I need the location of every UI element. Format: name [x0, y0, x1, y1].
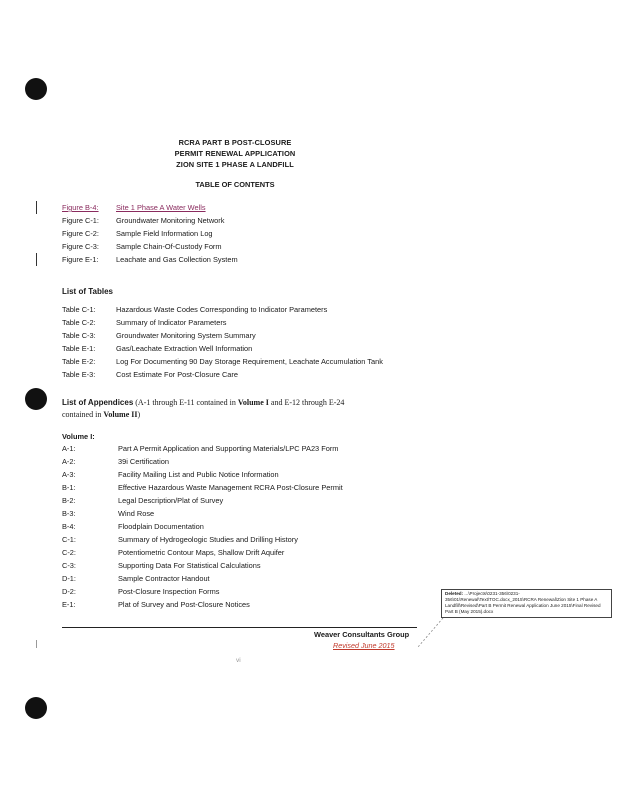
list-item: [62, 598, 343, 611]
list-item: [62, 214, 238, 227]
appendix-list: [62, 442, 343, 611]
appendix-desc: Legal Description/Plat of Survey: [118, 496, 224, 505]
list-item: [62, 559, 343, 572]
list-item: [62, 494, 343, 507]
revision-mark: [36, 640, 37, 648]
appendix-code: D-2:: [62, 587, 76, 596]
deleted-comment-box[interactable]: [441, 589, 612, 618]
table-code: Table E-3:: [62, 370, 96, 379]
list-item: [62, 342, 383, 355]
list-item: [62, 227, 238, 240]
list-item: [62, 240, 238, 253]
appendices-heading-vol1: Volume I: [237, 398, 269, 407]
appendix-code: C-1:: [62, 535, 76, 544]
appendices-heading-part1: (A-1 through E-11 contained in: [133, 398, 238, 407]
appendix-desc: Facility Mailing List and Public Notice Information: [118, 470, 279, 479]
list-item: [62, 533, 343, 546]
page-number: vi: [236, 657, 241, 664]
list-item: [62, 572, 343, 585]
appendix-desc: Plat of Survey and Post-Closure Notices: [118, 600, 250, 609]
document-header: [0, 137, 470, 170]
list-item: [62, 468, 343, 481]
punch-hole: [25, 388, 47, 410]
table-list: [62, 303, 383, 381]
punch-hole: [25, 697, 47, 719]
header-line-3: ZION SITE 1 PHASE A LANDFILL: [176, 160, 294, 169]
appendices-heading-part2: and E-12 through E-24: [268, 398, 345, 407]
toc-title: TABLE OF CONTENTS: [195, 180, 275, 189]
header-line-1: RCRA PART B POST-CLOSURE: [178, 138, 292, 147]
figure-desc: Groundwater Monitoring Network: [116, 216, 225, 225]
appendix-desc: Supporting Data For Statistical Calculations: [118, 561, 261, 570]
appendix-desc: Part A Permit Application and Supporting Materials/LPC PA23 Form: [118, 444, 339, 453]
list-item: [62, 329, 383, 342]
appendix-code: E-1:: [62, 600, 76, 609]
appendix-desc: Effective Hazardous Waste Management RCRA Post-Closure Permit: [118, 483, 343, 492]
revision-bar: [36, 253, 37, 266]
comment-leader-line: [415, 617, 445, 649]
list-item: [62, 481, 343, 494]
appendix-desc: Post-Closure Inspection Forms: [118, 587, 220, 596]
table-code: Table E-1:: [62, 344, 96, 353]
list-item: [62, 585, 343, 598]
appendix-code: B-1:: [62, 483, 76, 492]
table-desc: Gas/Leachate Extraction Well Information: [116, 344, 253, 353]
list-item: [62, 316, 383, 329]
table-code: Table E-2:: [62, 357, 96, 366]
appendix-code: D-1:: [62, 574, 76, 583]
figure-code: Figure E-1:: [62, 255, 99, 264]
figure-desc[interactable]: Site 1 Phase A Water Wells: [116, 203, 206, 212]
list-item: [62, 368, 383, 381]
appendices-heading: [62, 397, 562, 421]
footer-rule: [62, 627, 417, 628]
appendix-code: B-3:: [62, 509, 76, 518]
table-desc: Groundwater Monitoring System Summary: [116, 331, 256, 340]
punch-hole: [25, 78, 47, 100]
figure-code: Figure C-2:: [62, 229, 99, 238]
list-item: [62, 303, 383, 316]
table-code: Table C-3:: [62, 331, 96, 340]
revision-bar: [36, 201, 37, 214]
table-code: Table C-2:: [62, 318, 96, 327]
list-item: [62, 253, 238, 266]
appendix-code: A-1:: [62, 444, 76, 453]
appendix-desc: Floodplain Documentation: [118, 522, 204, 531]
appendices-heading-part3: contained in: [62, 410, 104, 419]
deleted-label: Deleted:: [445, 591, 464, 596]
appendix-code: A-2:: [62, 457, 76, 466]
volume-label: Volume I:: [62, 432, 95, 441]
appendix-code: C-2:: [62, 548, 76, 557]
figure-desc: Sample Field Information Log: [116, 229, 213, 238]
appendix-desc: Summary of Hydrogeologic Studies and Drilling History: [118, 535, 298, 544]
figure-code[interactable]: Figure B-4:: [62, 203, 99, 212]
header-line-2: PERMIT RENEWAL APPLICATION: [174, 149, 296, 158]
table-desc: Summary of Indicator Parameters: [116, 318, 227, 327]
appendices-heading-part4: ): [137, 410, 141, 419]
appendix-desc: 39i Certification: [118, 457, 169, 466]
appendix-desc: Sample Contractor Handout: [118, 574, 210, 583]
footer-company: Weaver Consultants Group: [314, 630, 410, 639]
list-item: [62, 546, 343, 559]
appendix-code: B-2:: [62, 496, 76, 505]
figure-code: Figure C-1:: [62, 216, 99, 225]
appendix-code: C-3:: [62, 561, 76, 570]
list-item: [62, 455, 343, 468]
appendix-code: B-4:: [62, 522, 76, 531]
footer-revised: Revised June 2015: [333, 641, 395, 650]
deleted-text: ...\Projects\0231-356\0231-356\01\Renewal\Text\TOC.docx_2015\RCRA Renewal\Zion Site 1 Phase A Landfill\Revised\Part B Permit Renewal Application June 2015\Final Revised Part B (May 2015).docx: [445, 591, 601, 614]
figure-desc: Leachate and Gas Collection System: [116, 255, 238, 264]
table-desc: Hazardous Waste Codes Corresponding to Indicator Parameters: [116, 305, 328, 314]
appendix-code: A-3:: [62, 470, 76, 479]
appendices-heading-bold: List of Appendices: [62, 398, 134, 407]
appendix-desc: Potentiometric Contour Maps, Shallow Drift Aquifer: [118, 548, 285, 557]
appendices-heading-vol2: Volume II: [103, 410, 138, 419]
table-desc: Cost Estimate For Post-Closure Care: [116, 370, 238, 379]
figure-list: [62, 201, 238, 266]
list-item: [62, 442, 343, 455]
table-code: Table C-1:: [62, 305, 96, 314]
appendix-desc: Wind Rose: [118, 509, 155, 518]
list-item: [62, 355, 383, 368]
list-item[interactable]: [62, 201, 238, 214]
table-desc: Log For Documenting 90 Day Storage Requirement, Leachate Accumulation Tank: [116, 357, 383, 366]
tables-heading: List of Tables: [62, 287, 113, 296]
list-item: [62, 520, 343, 533]
figure-code: Figure C-3:: [62, 242, 99, 251]
figure-desc: Sample Chain-Of-Custody Form: [116, 242, 222, 251]
list-item: [62, 507, 343, 520]
